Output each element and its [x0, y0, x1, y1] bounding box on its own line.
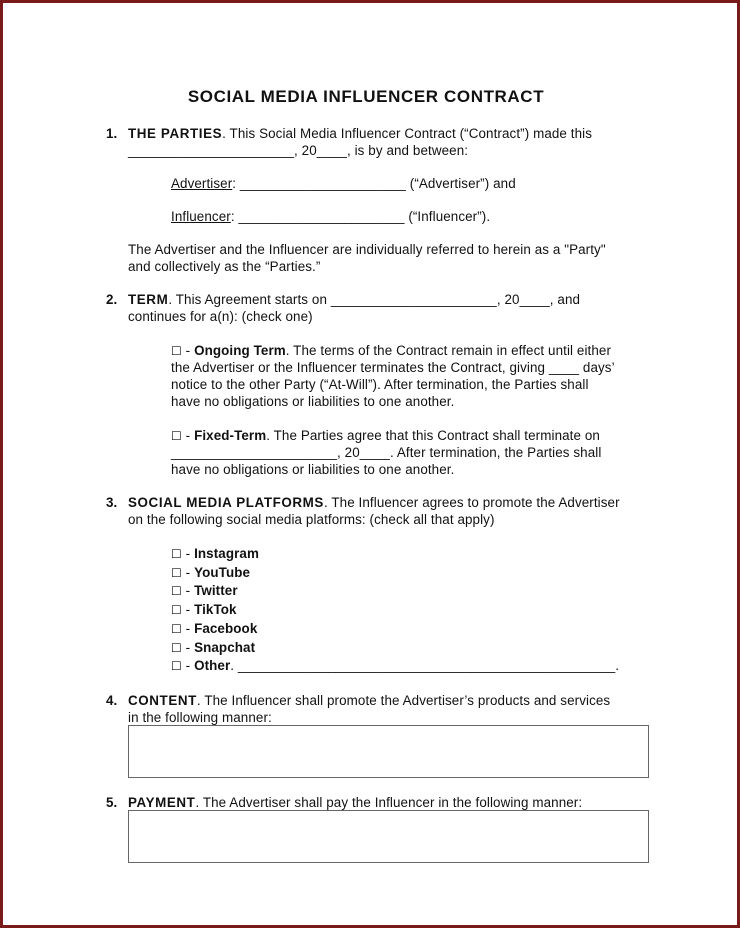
term-check-one: continues for a(n): (check one) [128, 309, 313, 324]
platforms-instruction: on the following social media platforms: (check all that apply) [128, 512, 495, 527]
snapchat-checkbox[interactable]: ☐ [171, 641, 182, 655]
document-title: SOCIAL MEDIA INFLUENCER CONTRACT [187, 87, 545, 106]
ongoing-term-line-3: notice to the other Party (“At-Will”). After termination, the Parties shall [171, 377, 589, 392]
option-dash: - [181, 428, 195, 443]
advertiser-blank[interactable]: : ______________________ (“Advertiser”) and [232, 176, 516, 191]
section-heading-payment: PAYMENT [128, 795, 196, 810]
facebook-checkbox[interactable]: ☐ [171, 622, 182, 636]
option-dash: - [181, 621, 195, 636]
fixed-term-line-3: have no obligations or liabilities to one another. [171, 462, 455, 477]
platform-other [171, 657, 619, 675]
platform-tiktok [171, 601, 237, 619]
parties-definition-line-1: The Advertiser and the Influencer are individually referred to herein as a "Party" [128, 242, 606, 257]
parties-definition-line-2: and collectively as the “Parties.” [128, 259, 321, 274]
instagram-checkbox[interactable]: ☐ [171, 547, 182, 561]
content-input-box[interactable] [128, 725, 649, 778]
platform-facebook [171, 620, 257, 638]
parties-date-line: ______________________, 20____, is by and between: [128, 143, 469, 158]
content-text: . The Influencer shall promote the Advertiser’s products and services [196, 693, 611, 708]
other-blank[interactable]: . __________________________________________________. [230, 658, 620, 673]
influencer-label: Influencer [171, 209, 231, 224]
fixed-term-text: . The Parties agree that this Contract shall terminate on [266, 428, 600, 443]
section-heading-parties: THE PARTIES [128, 126, 223, 141]
option-dash: - [181, 640, 195, 655]
platform-label: YouTube [194, 565, 251, 580]
platform-snapchat [171, 639, 255, 657]
option-dash: - [181, 343, 195, 358]
section-number-4: 4. [106, 693, 118, 708]
twitter-checkbox[interactable]: ☐ [171, 584, 182, 598]
ongoing-term-text: . The terms of the Contract remain in effect until either [285, 343, 612, 358]
section-number-3: 3. [106, 495, 118, 510]
influencer-line [171, 208, 490, 225]
platform-label: Other [194, 658, 231, 673]
option-dash: - [181, 546, 195, 561]
platform-instagram [171, 545, 259, 563]
fixed-term-line-2: ______________________, 20____. After termination, the Parties shall [171, 445, 602, 460]
section-1-line-1 [128, 125, 592, 142]
fixed-term-checkbox[interactable]: ☐ [171, 429, 182, 443]
section-heading-platforms: SOCIAL MEDIA PLATFORMS [128, 495, 324, 510]
advertiser-line [171, 175, 516, 192]
ongoing-term-option [171, 342, 611, 360]
platforms-text: . The Influencer agrees to promote the Advertiser [323, 495, 620, 510]
section-2-line-1 [128, 291, 580, 308]
payment-input-box[interactable] [128, 810, 649, 863]
parties-text: . This Social Media Influencer Contract (“Contract”) made this [222, 126, 593, 141]
ongoing-term-line-4: have no obligations or liabilities to one another. [171, 394, 455, 409]
fixed-term-option [171, 427, 600, 445]
option-dash: - [181, 583, 195, 598]
tiktok-checkbox[interactable]: ☐ [171, 603, 182, 617]
section-5-line-1 [128, 794, 582, 811]
platform-label: Instagram [194, 546, 259, 561]
section-heading-content: CONTENT [128, 693, 197, 708]
payment-text: . The Advertiser shall pay the Influencer in the following manner: [195, 795, 583, 810]
option-dash: - [181, 565, 195, 580]
ongoing-term-checkbox[interactable]: ☐ [171, 344, 182, 358]
other-checkbox[interactable]: ☐ [171, 659, 182, 673]
platform-twitter [171, 582, 238, 600]
section-heading-term: TERM [128, 292, 169, 307]
platform-label: Facebook [194, 621, 258, 636]
influencer-blank[interactable]: : ______________________ (“Influencer”). [230, 209, 491, 224]
section-number-5: 5. [106, 795, 118, 810]
advertiser-label: Advertiser [171, 176, 233, 191]
ongoing-term-line-2: the Advertiser or the Influencer terminates the Contract, giving ____ days’ [171, 360, 615, 375]
platform-label: TikTok [194, 602, 237, 617]
platform-label: Twitter [194, 583, 238, 598]
platform-label: Snapchat [194, 640, 256, 655]
option-dash: - [181, 658, 195, 673]
section-number-1: 1. [106, 126, 118, 141]
option-dash: - [181, 602, 195, 617]
fixed-term-label: Fixed-Term [194, 428, 267, 443]
section-number-2: 2. [106, 292, 118, 307]
content-manner: in the following manner: [128, 710, 272, 725]
ongoing-term-label: Ongoing Term [194, 343, 286, 358]
platform-youtube [171, 564, 250, 582]
section-4-line-1 [128, 692, 610, 709]
term-start-text: . This Agreement starts on ______________________, 20____, and [168, 292, 581, 307]
section-3-line-1 [128, 494, 620, 511]
youtube-checkbox[interactable]: ☐ [171, 566, 182, 580]
